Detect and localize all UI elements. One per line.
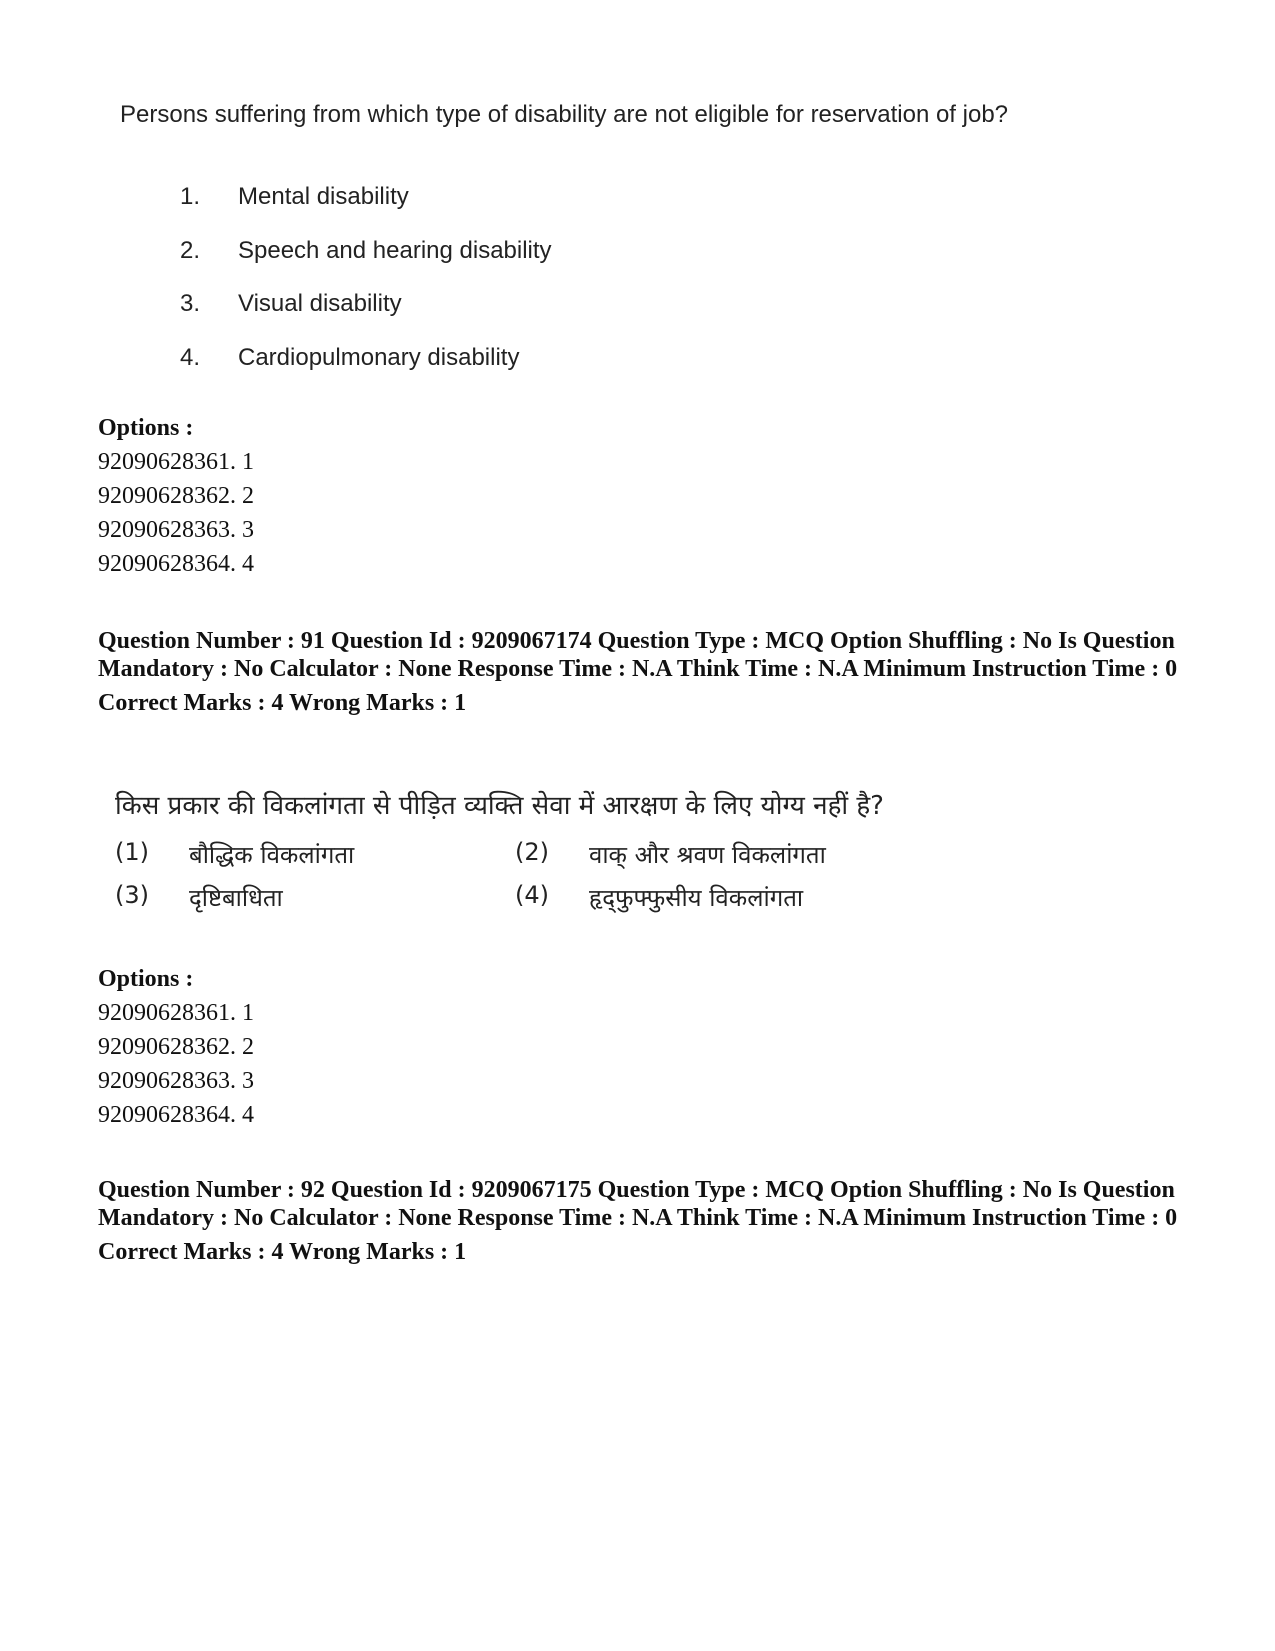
- question-meta-text: Question Number : 91 Question Id : 9209067174 Question Type : MCQ Option Shuffling : No Is Question Mandatory : No Calculator : None Response Time : N.A Think Time : N.A Minimum Instruction Time : 0: [98, 628, 1178, 682]
- question-text-english: Persons suffering from which type of disability are not eligible for reservation of job?: [120, 101, 1009, 128]
- choice-item: [515, 881, 915, 924]
- choice-text: हृद्फुफ्फुसीय विकलांगता: [589, 884, 804, 912]
- choice-item: [180, 183, 552, 237]
- question-meta-91: [98, 627, 1178, 717]
- option-id-line: 92090628364. 4: [98, 551, 254, 577]
- choice-number: 3.: [180, 290, 201, 317]
- choice-row: [115, 838, 915, 881]
- question-text-hindi: किस प्रकार की विकलांगता से पीड़ित व्यक्ति सेवा में आरक्षण के लिए योग्य नहीं है?: [115, 791, 884, 821]
- choice-text: Speech and hearing disability: [238, 236, 552, 264]
- option-id-line: 92090628362. 2: [98, 483, 254, 509]
- options-list: [98, 962, 254, 1132]
- question-meta-text: Question Number : 92 Question Id : 9209067175 Question Type : MCQ Option Shuffling : No Is Question Mandatory : No Calculator : None Response Time : N.A Think Time : N.A Minimum Instruction Time : 0: [98, 1177, 1178, 1231]
- choice-number: (3): [115, 881, 149, 909]
- option-id-line: 92090628361. 1: [98, 1000, 254, 1026]
- options-label: Options :: [98, 415, 194, 441]
- choice-number: 2.: [180, 236, 201, 264]
- question-meta-92: [98, 1176, 1178, 1266]
- choice-text: Mental disability: [238, 183, 409, 210]
- option-id-line: 92090628361. 1: [98, 449, 254, 475]
- choice-number: (1): [115, 838, 149, 866]
- option-id-line: 92090628362. 2: [98, 1034, 254, 1060]
- option-id-line: 92090628363. 3: [98, 1068, 254, 1094]
- choice-text: Visual disability: [238, 290, 402, 317]
- choice-number: (4): [515, 881, 549, 909]
- choice-text: Cardiopulmonary disability: [238, 343, 520, 371]
- choice-text: बौद्धिक विकलांगता: [189, 841, 355, 869]
- choice-item: [515, 838, 915, 881]
- options-label: Options :: [98, 966, 194, 992]
- choice-item: [115, 881, 515, 924]
- option-id-line: 92090628364. 4: [98, 1102, 254, 1128]
- option-id-line: 92090628363. 3: [98, 517, 254, 543]
- choice-number: 4.: [180, 343, 201, 371]
- choice-text: दृष्टिबाधिता: [189, 884, 283, 912]
- question-marks: Correct Marks : 4 Wrong Marks : 1: [98, 1239, 467, 1265]
- options-list: [98, 411, 254, 581]
- choice-number: 1.: [180, 183, 201, 210]
- choice-item: [180, 237, 552, 291]
- choice-item: [180, 344, 552, 398]
- question-choices-english: [180, 183, 552, 397]
- choice-number: (2): [515, 838, 549, 866]
- choice-text: वाक् और श्रवण विकलांगता: [589, 841, 826, 869]
- choice-item: [180, 290, 552, 344]
- question-marks: Correct Marks : 4 Wrong Marks : 1: [98, 690, 467, 716]
- choice-row: [115, 881, 915, 924]
- choice-item: [115, 838, 515, 881]
- question-choices-hindi: [115, 838, 915, 924]
